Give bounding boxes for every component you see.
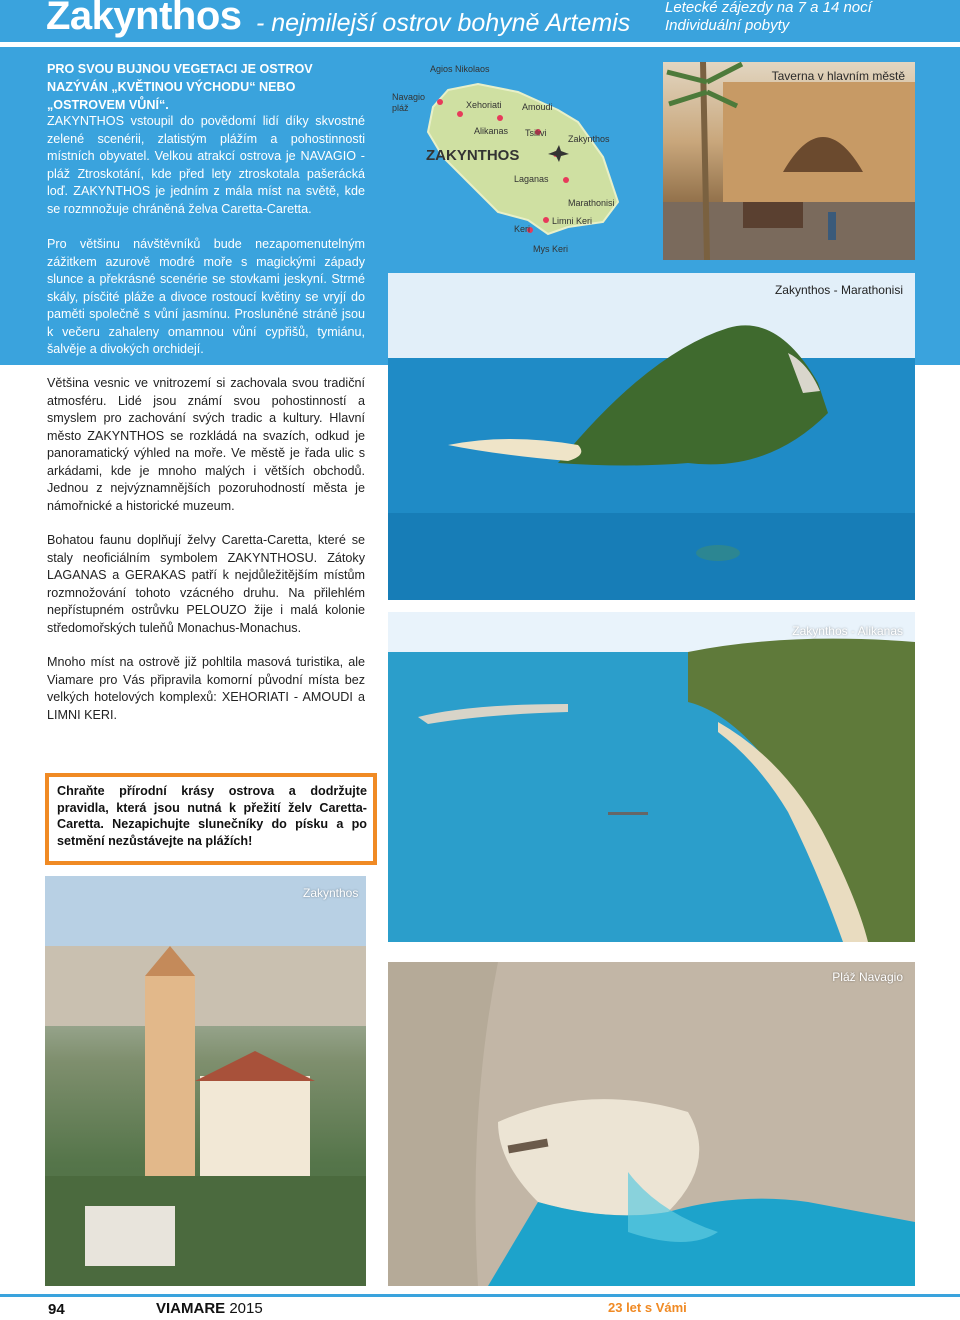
trip-info-line1: Letecké zájezdy na 7 a 14 nocí [665, 0, 872, 16]
photo-zakynthos-town [45, 876, 366, 1286]
map-label: Zakynthos [568, 134, 610, 144]
map-island-label: ZAKYNTHOS [426, 147, 520, 164]
photo-caption: Zakynthos [303, 886, 359, 900]
photo-caption: Zakynthos - Alikanas [792, 624, 903, 638]
taverna-illustration [663, 62, 915, 260]
photo-caption: Taverna v hlavním městě [771, 69, 905, 83]
alikanas-illustration [388, 612, 915, 942]
photo-marathonisi [388, 273, 915, 600]
map-label: Amoudi [522, 102, 553, 112]
page-number: 94 [48, 1301, 65, 1318]
warning-text: Chraňte přírodní krásy ostrova a dodržujte pravidla, která jsou nutná k přežití želv Caretta-Caretta. Nezapichujte slunečníky do písku a po setmění nezůstávejte na plážích! [57, 784, 367, 848]
body-paragraph-1: Většina vesnic ve vnitrozemí si zachovala svou tradiční atmosféru. Lidé jsou známí svou pohostinností a smyslem pro zachování svých tradic a kultury. Hlavní město ZAKYNTHOS se rozkládá na svazích, odkud je panoramatický výhled na moře. Ve městě je řada ulic s arkádami, kde je mnoho malých i větších obchodů. Jednou z nejvýznamnějších pozoruhodností města je námořnické a historické muzeum. [47, 376, 365, 513]
footer-anniversary: 23 let s Vámi [608, 1300, 687, 1315]
footer-divider [0, 1294, 960, 1297]
map-label: Laganas [514, 174, 549, 184]
intro-paragraph-1: ZAKYNTHOS vstoupil do povědomí lidí díky skvostné zelené scenérii, zlatistým plážím a pohostinnosti místních obyvatel. Velkou atrakcí ostrova je NAVAGIO - pláž Ztroskotání, kde před lety ztroskotala pašerácká loď. ZAKYNTHOS je jedním z mála míst na světě, kde se rozmnožuje chráněná želva Caretta-Caretta. [47, 114, 365, 216]
brand-year: 2015 [229, 1300, 263, 1317]
intro-heading: PRO SVOU BUJNOU VEGETACI JE OSTROV NAZÝVÁN „KVĚTINOU VÝCHODU“ NEBO „OSTROVEM VŮNÍ“. [47, 62, 313, 112]
map-label: Mys Keri [533, 244, 569, 254]
photo-caption: Zakynthos - Marathonisi [774, 283, 903, 297]
map-label: Tsilivi [525, 128, 547, 138]
marathonisi-illustration [388, 273, 915, 600]
trip-info-line2: Individuální pobyty [665, 17, 790, 34]
map-label: Xehoriati [466, 100, 502, 110]
photo-caption: Pláž Navagio [832, 970, 903, 984]
body-paragraph-2: Bohatou faunu doplňují želvy Caretta-Caretta, které se staly neoficiálním symbolem ZAKYNTHOSU. Zátoky LAGANAS a GERAKAS patří k nejdůležitějším místům rozmnožování tohoto vzácného druhu. Na přilehlém nepřístupném ostrůvku PELOUZO žije i malá kolonie středomořských tuleňů Monachus-Monachus. [47, 533, 365, 635]
photo-alikanas [388, 612, 915, 942]
footer-brand [156, 1300, 263, 1317]
navagio-illustration [388, 962, 915, 1286]
island-map [388, 62, 640, 260]
warning-box [45, 773, 377, 865]
body-paragraph-3: Mnoho míst na ostrově již pohltila masová turistika, ale Viamare pro Vás připravila komorní původní místa bez velkých hotelových komplexů: XEHORIATI - AMOUDI a LIMNI KERI. [47, 655, 365, 722]
map-label: Limni Keri [552, 216, 593, 226]
intro-paragraph-2: Pro většinu návštěvníků bude nezapomenutelným zážitkem azurově modré moře s magickými západy slunce a překrásné scenérie se stovkami jeskyní. Strmé skály, písčité pláže a divoce rostoucí květiny se vryjí do paměti společně s vůní jasmínu. Prosluněné stráně jsou k večeru zahaleny omamnou vůní cypřišů, tymiánu, šalvěje a divokých orchidejí. [47, 237, 365, 356]
photo-navagio [388, 962, 915, 1286]
map-label: Marathonisi [568, 198, 615, 208]
brand-name: VIAMARE [156, 1300, 226, 1317]
map-label: Agios Nikolaos [430, 64, 490, 74]
map-label: Keri [514, 224, 531, 234]
town-illustration [45, 876, 366, 1286]
map-label: Navagio pláž [392, 92, 426, 113]
map-label: Alikanas [474, 126, 509, 136]
page-title: Zakynthos [46, 0, 242, 38]
photo-taverna [663, 62, 915, 260]
page-subtitle: - nejmilejší ostrov bohyně Artemis [256, 9, 631, 37]
